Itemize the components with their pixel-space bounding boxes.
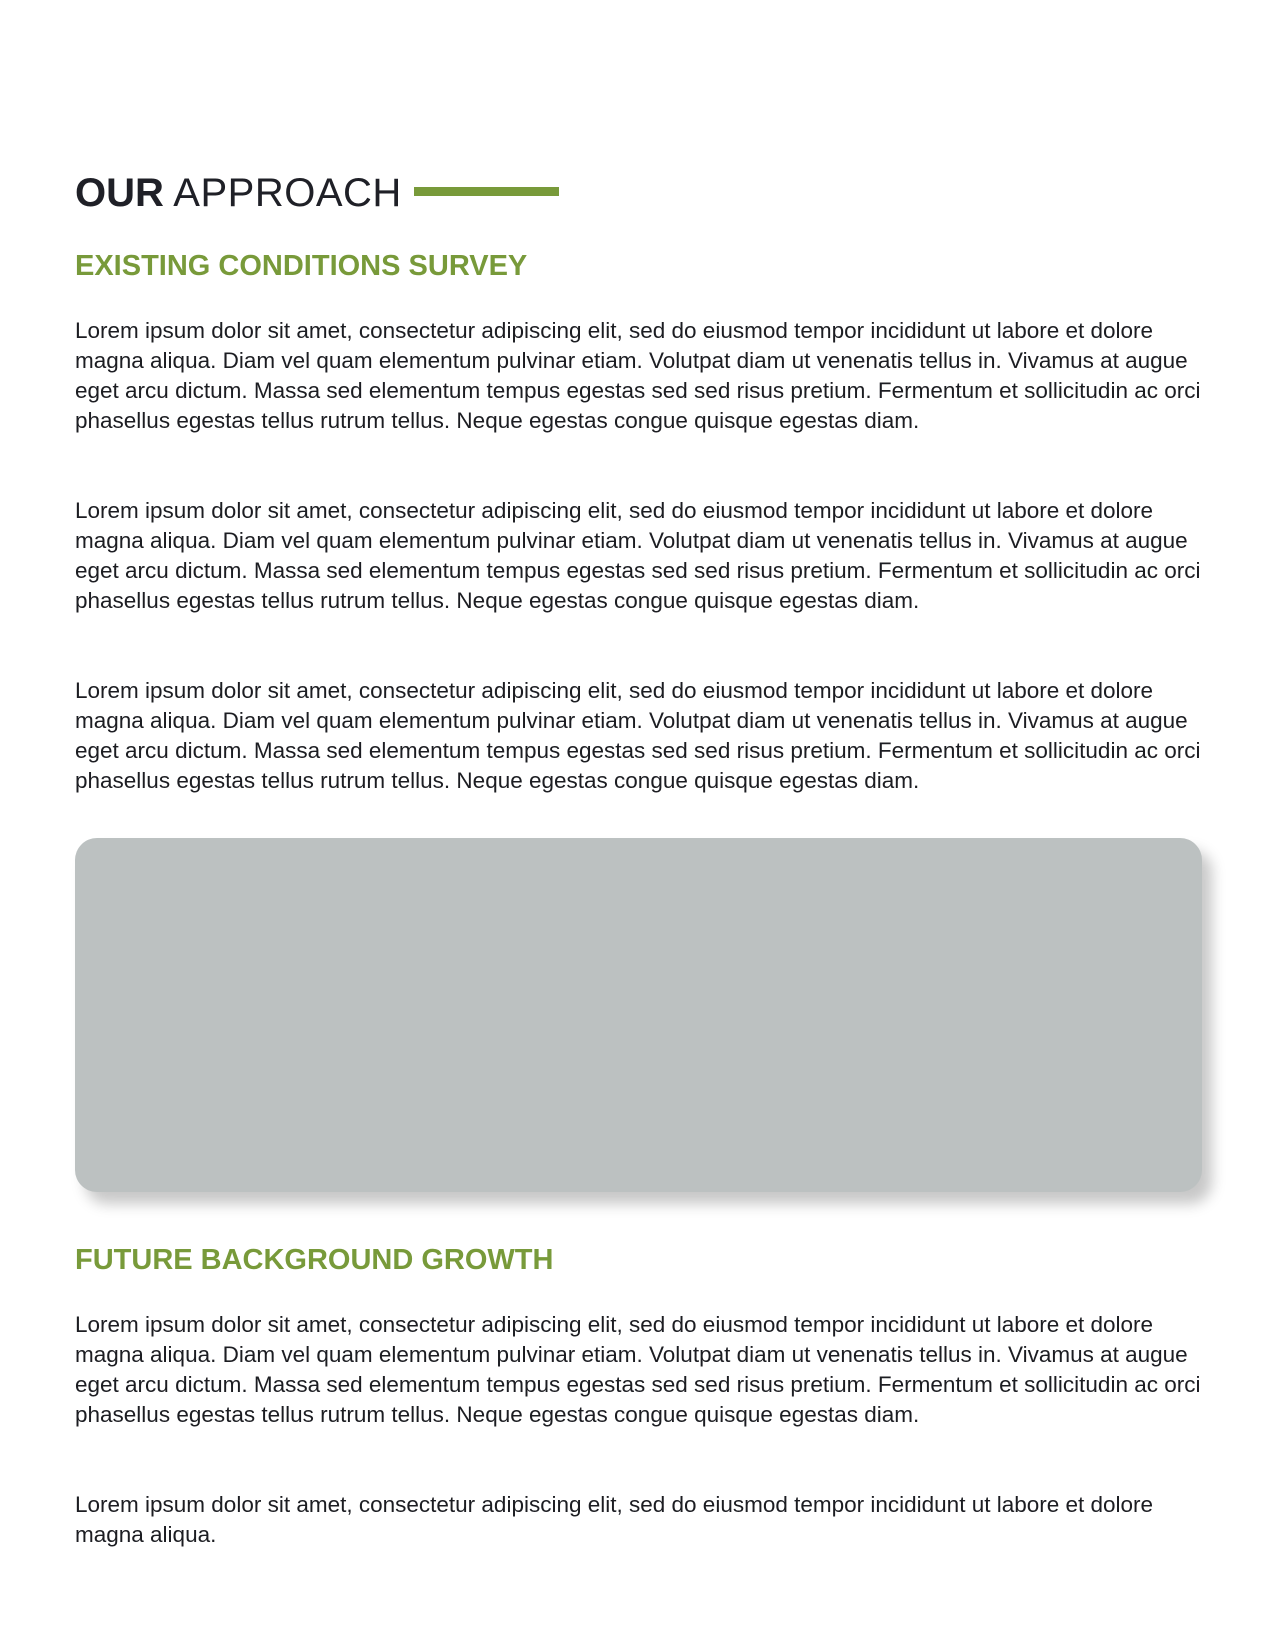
page-title-bold: OUR — [75, 171, 164, 215]
page-title-light: APPROACH — [173, 171, 402, 215]
section-heading-future-growth: FUTURE BACKGROUND GROWTH — [75, 1244, 554, 1276]
page-title-row — [75, 168, 559, 218]
section-heading-existing-conditions: EXISTING CONDITIONS SURVEY — [75, 250, 528, 282]
paragraph: Lorem ipsum dolor sit amet, consectetur adipiscing elit, sed do eiusmod tempor incididunt ut labore et dolore magna aliqua. Diam vel quam elementum pulvinar etiam. Volutpat diam ut venenatis tellus in. Vivamus at augue eget arcu dictum. Massa sed elementum tempus egestas sed sed risus pretium. Fermentum et sollicitudin ac orci phasellus egestas tellus rutrum tellus. Neque egestas congue quisque egestas diam. — [75, 1312, 1201, 1427]
title-accent-rule — [414, 187, 559, 196]
image-placeholder — [75, 838, 1202, 1192]
paragraph: Lorem ipsum dolor sit amet, consectetur adipiscing elit, sed do eiusmod tempor incididunt ut labore et dolore magna aliqua. Diam vel quam elementum pulvinar etiam. Volutpat diam ut venenatis tellus in. Vivamus at augue eget arcu dictum. Massa sed elementum tempus egestas sed sed risus pretium. Fermentum et sollicitudin ac orci phasellus egestas tellus rutrum tellus. Neque egestas congue quisque egestas diam. — [75, 678, 1201, 793]
paragraph: Lorem ipsum dolor sit amet, consectetur adipiscing elit, sed do eiusmod tempor incididunt ut labore et dolore magna aliqua. — [75, 1492, 1154, 1547]
paragraph: Lorem ipsum dolor sit amet, consectetur adipiscing elit, sed do eiusmod tempor incididunt ut labore et dolore magna aliqua. Diam vel quam elementum pulvinar etiam. Volutpat diam ut venenatis tellus in. Vivamus at augue eget arcu dictum. Massa sed elementum tempus egestas sed sed risus pretium. Fermentum et sollicitudin ac orci phasellus egestas tellus rutrum tellus. Neque egestas congue quisque egestas diam. — [75, 498, 1201, 613]
paragraph: Lorem ipsum dolor sit amet, consectetur adipiscing elit, sed do eiusmod tempor incididunt ut labore et dolore magna aliqua. Diam vel quam elementum pulvinar etiam. Volutpat diam ut venenatis tellus in. Vivamus at augue eget arcu dictum. Massa sed elementum tempus egestas sed sed risus pretium. Fermentum et sollicitudin ac orci phasellus egestas tellus rutrum tellus. Neque egestas congue quisque egestas diam. — [75, 318, 1201, 433]
page-title — [75, 168, 402, 218]
